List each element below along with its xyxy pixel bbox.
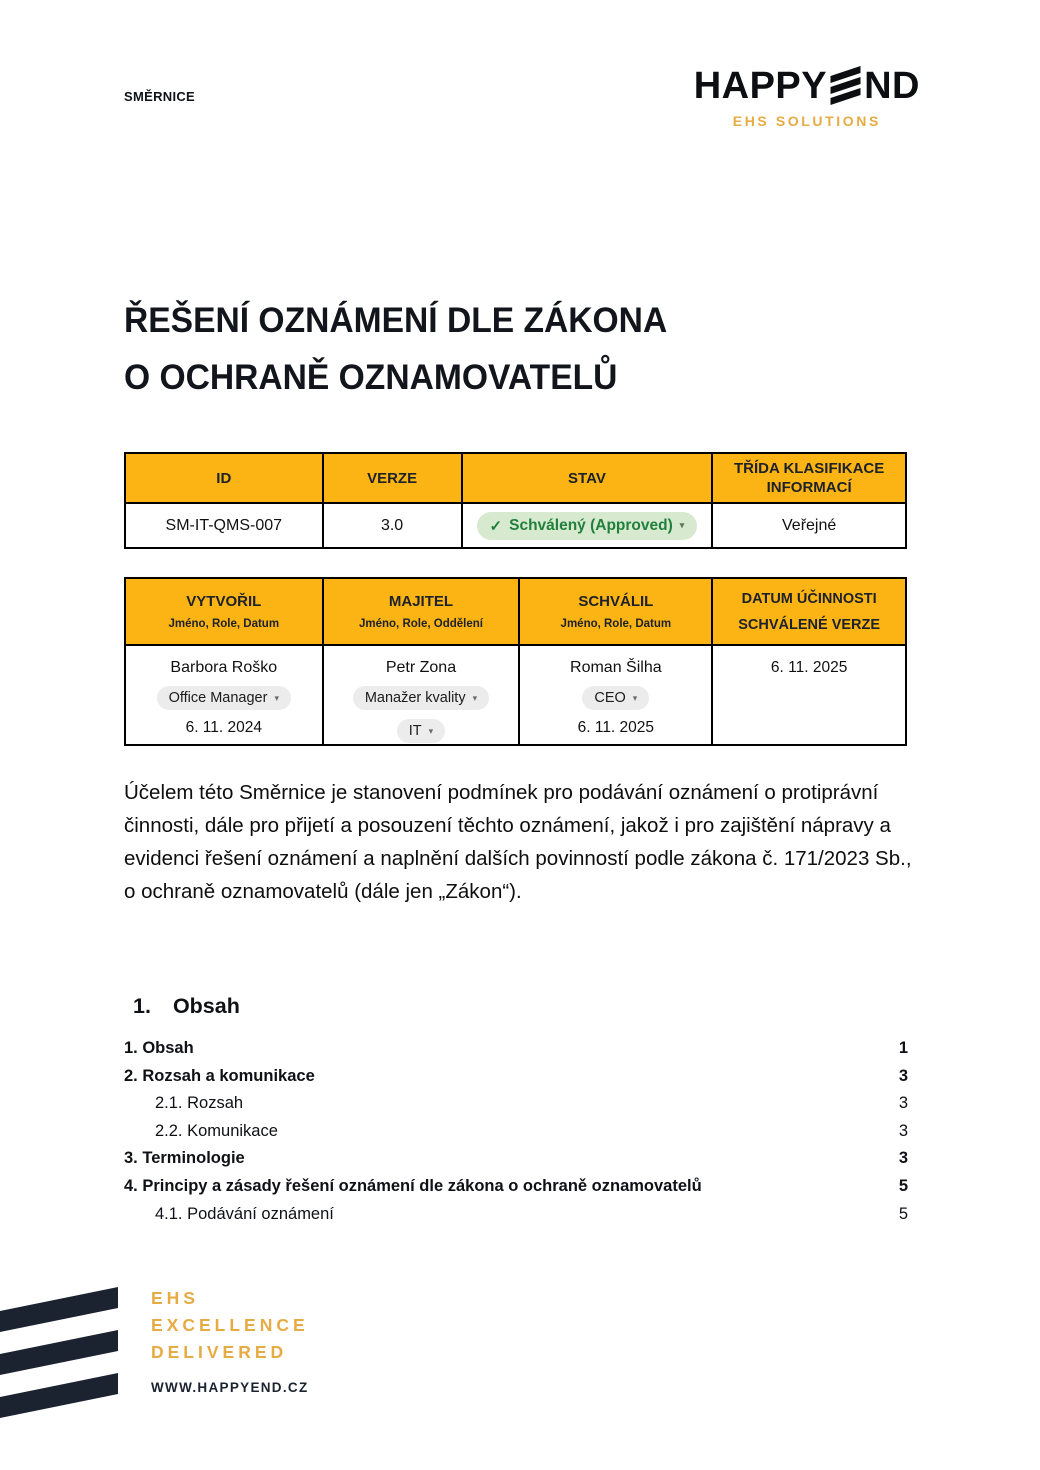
- approval-header-majitel: MAJITEL Jméno, Role, Oddělení: [323, 578, 520, 645]
- owner-cell: [323, 645, 520, 745]
- title-line-2: O OCHRANĚ OZNAMOVATELŮ: [124, 358, 618, 397]
- logo-tagline: EHS SOLUTIONS: [732, 113, 881, 129]
- caret-down-icon: ▾: [428, 725, 434, 736]
- page-title: [124, 292, 667, 406]
- check-icon: ✓: [489, 517, 503, 535]
- doc-id-value: SM-IT-QMS-007: [125, 503, 323, 548]
- footer-slogan-line-1: EHS: [151, 1288, 199, 1308]
- effective-date-cell: [712, 645, 906, 745]
- owner-name: Petr Zona: [385, 659, 457, 676]
- caret-down-icon: ▾: [274, 692, 279, 703]
- meta-value-row: [125, 503, 906, 548]
- creator-date: 6. 11. 2024: [185, 719, 262, 736]
- wordmark-right: ND: [864, 64, 920, 107]
- footer-slogan-line-2: EXCELLENCE: [151, 1315, 309, 1335]
- wordmark-left: HAPPY: [693, 64, 828, 107]
- title-line-1: ŘEŠENÍ OZNÁMENÍ DLE ZÁKONA: [124, 301, 668, 340]
- happyend-wordmark: [694, 66, 920, 105]
- caret-down-icon: ▾: [679, 520, 685, 530]
- striped-e-icon: [830, 66, 861, 105]
- happyend-logo: [694, 66, 920, 129]
- footer-stripes-logo-icon: [0, 1287, 118, 1418]
- meta-header-row: [125, 453, 906, 503]
- toc-entry-komunikace: 2.2. Komunikace 3: [155, 1121, 908, 1140]
- creator-name: Barbora Roško: [170, 659, 278, 676]
- meta-header-id: ID: [125, 453, 323, 503]
- doc-version-value: 3.0: [323, 503, 462, 548]
- approval-header-row: [125, 578, 906, 645]
- footer-website: WWW.HAPPYEND.CZ: [151, 1380, 309, 1395]
- approval-header-vytvoril: VYTVOŘIL Jméno, Role, Datum: [125, 578, 323, 645]
- meta-header-klasifikace: TŘÍDA KLASIFIKACE INFORMACÍ: [712, 453, 906, 503]
- owner-role-dropdown[interactable]: Manažer kvality ▾: [353, 686, 489, 710]
- approver-name: Roman Šilha: [570, 659, 662, 676]
- doc-classification-value: Veřejné: [712, 503, 906, 548]
- toc-heading-label: Obsah: [172, 994, 240, 1018]
- approval-table: [124, 577, 907, 746]
- owner-department-dropdown[interactable]: IT ▾: [397, 719, 445, 743]
- meta-header-verze: VERZE: [323, 453, 462, 503]
- creator-role-dropdown[interactable]: Office Manager ▾: [157, 686, 291, 710]
- table-of-contents: [124, 1039, 908, 1232]
- caret-down-icon: ▾: [632, 692, 638, 703]
- purpose-paragraph: Účelem této Směrnice je stanovení podmínek pro podávání oznámení o protiprávní činnosti, dále pro přijetí a posouzení těchto oznámení, jakož i pro zajištění nápravy a evidenci řešení oznámení a naplnění dalších povinností podle zákona č. 171/2023 Sb., o ochraně oznamovatelů (dále jen „Zákon“).: [124, 781, 912, 903]
- footer-slogan-line-3: DELIVERED: [151, 1342, 288, 1362]
- doc-status-cell: [462, 503, 713, 548]
- toc-entry-terminologie: 3. Terminologie 3: [124, 1149, 908, 1168]
- toc-entry-principy: 4. Principy a zásady řešení oznámení dle zákona o ochraně oznamovatelů 5: [124, 1176, 908, 1195]
- footer-text-block: [151, 1285, 309, 1395]
- toc-heading-number: 1.: [133, 994, 151, 1018]
- status-dropdown[interactable]: [477, 512, 698, 540]
- toc-entry-rozsah-a-komunikace: 2. Rozsah a komunikace 3: [124, 1066, 908, 1085]
- approval-value-row: [125, 645, 906, 745]
- approver-cell: [519, 645, 712, 745]
- approval-header-schvalil: SCHVÁLIL Jméno, Role, Datum: [519, 578, 712, 645]
- toc-heading: [133, 994, 240, 1019]
- toc-entry-rozsah: 2.1. Rozsah 3: [155, 1094, 908, 1113]
- creator-cell: [125, 645, 323, 745]
- status-label: Schválený (Approved): [509, 516, 673, 534]
- approval-header-datum-ucinnosti: DATUM ÚČINNOSTI SCHVÁLENÉ VERZE: [712, 578, 906, 645]
- document-meta-table: [124, 452, 907, 549]
- effective-date: 6. 11. 2025: [770, 659, 848, 676]
- approval-date: 6. 11. 2025: [577, 719, 655, 736]
- doc-type-label: SMĚRNICE: [124, 89, 196, 104]
- approver-role-dropdown[interactable]: CEO ▾: [582, 686, 649, 710]
- meta-header-stav: STAV: [462, 453, 713, 503]
- toc-entry-obsah: 1. Obsah 1: [124, 1039, 908, 1057]
- toc-entry-podavani-oznameni: 4.1. Podávání oznámení 5: [155, 1204, 908, 1223]
- caret-down-icon: ▾: [472, 692, 478, 703]
